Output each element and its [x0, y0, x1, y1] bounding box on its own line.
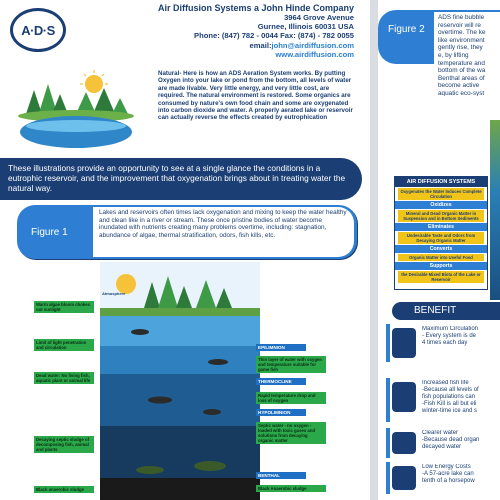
ads-step-body: Organic Matter into Useful Food [398, 254, 484, 261]
company-name: Air Diffusion Systems a John Hinde Company [157, 3, 354, 13]
left-label-light-limit: Limit of light penetration and circulation [34, 339, 94, 351]
figure-2-line: aquatic eco-syst [438, 89, 485, 96]
company-header [158, 3, 354, 59]
ads-step-heading: Supports [395, 262, 487, 270]
ads-step-body: Undesirable Taste and Odors from Decaying Organic Matter [398, 232, 484, 244]
address-line-2: Gurnee, Illinois 60031 USA [257, 22, 354, 32]
benefit-item-energy [386, 462, 500, 494]
figure-2-line: e, by lifting [438, 51, 469, 59]
figure-2-line: ADS fine bubble [438, 14, 485, 21]
email-line [158, 41, 354, 50]
water-drop-icon [392, 432, 416, 454]
benefit-text [422, 380, 500, 415]
atmosphere-label: Atmosphere [102, 291, 126, 296]
illustration-banner: These illustrations provide an opportunity to see at a single glance the conditions in a eutrophic reservoir, and the improvement that oxygenation brings about in treating water the natural way. [0, 158, 362, 200]
brochure-page-2 [378, 0, 500, 500]
benefit-line: -A 57-acre lake can [422, 471, 474, 477]
address-line-1: 3964 Grove Avenue [284, 13, 354, 22]
aerated-lake-illustration [490, 120, 500, 300]
benefit-line: - Every system is de [422, 333, 477, 339]
right-label-benthal: BENTHAL [256, 472, 306, 479]
benefit-title: Increased fish life [422, 380, 469, 386]
figure-2-line: overtime. The ke [438, 29, 486, 37]
eutrophic-lake-diagram [100, 262, 260, 500]
logo-text: A·D·S [21, 22, 55, 38]
benefit-item-clearer-water [386, 428, 500, 458]
natural-description: Natural- Here is how an ADS Aeration System works. By putting Oxygen into your lake or pond from the bottom, all levels of water are made livable. Very little energy, and very little cost, are required. The natural environment is restored. Some organics are consumed by nature's own food chain and some are oxygenated into carbon dioxide and water. A properly aerated lake or reservoir can actually reverse the effects created by eutrophication [158, 70, 353, 122]
benefit-accent-bar [386, 324, 390, 362]
figure-1-label: Figure 1 [31, 227, 68, 238]
benefit-title: Maximum Circulation [422, 326, 479, 332]
benefit-item-circulation [386, 324, 500, 362]
email-label: email: [249, 40, 272, 50]
left-label-dead-water: Dead water: No living fish, aquatic plant or animal life [34, 372, 94, 384]
figure-2-line: become active [438, 82, 480, 90]
benefit-title: Low Energy Costs [422, 464, 471, 470]
fish-icon [392, 382, 416, 412]
figure-2-line: reservoir will re [438, 21, 481, 29]
figure-2-line: temperature and [438, 59, 485, 67]
ads-box-intro: Oxygenates the Water Induces Complete Circulation [398, 188, 484, 200]
figure-2-text [434, 12, 500, 96]
figure-2-line: gently rise, they [438, 44, 483, 52]
right-note-benthal: Black Anaerobic sludge [256, 485, 326, 492]
benefit-heading: BENEFIT [392, 302, 500, 320]
figure-1-text: Lakes and reservoirs often times lack oxygenation and mixing to keep the water healthy and clean like in a river or stream. These once pristine bodies of water become inundated with nutrients creating many problems overtime, including: stagnation, abundance of algae, thermal stratification, odors, fish kills, etc. [93, 207, 354, 257]
ads-step-heading: Oxidizes [395, 201, 487, 209]
natural-lake-illustration [16, 68, 136, 154]
benefit-line: decayed water [422, 444, 462, 450]
benefit-accent-bar [386, 428, 390, 458]
benefit-accent-bar [386, 462, 390, 494]
ads-step-heading: Converts [395, 245, 487, 253]
figure-2-line: like environment [438, 36, 485, 44]
benefit-accent-bar [386, 378, 390, 422]
figure-1-callout [17, 205, 357, 259]
circulation-icon [392, 328, 416, 358]
figure-2-text-wrap [378, 10, 500, 96]
benefit-line: -Because dead organ [422, 437, 480, 443]
left-label-septic-sludge: Decaying septic sludge of decomposing fish, animal and plants [34, 436, 94, 453]
lightning-icon [392, 466, 416, 490]
ads-logo [10, 8, 66, 52]
benefit-line: winter-time ice and s [422, 408, 478, 414]
right-note-hypolimnion: Septic water - no oxygen - loaded with toxic gases and solutions from decaying organic matter [256, 422, 326, 444]
ads-step-body: Mineral and Dead Organic Matter in Suspension and in Bottom Sediments [398, 210, 484, 222]
left-label-anaerobic-sludge: Black anaerobic sludge [34, 486, 94, 493]
ads-step-heading: Eliminates [395, 223, 487, 231]
benefit-item-fish-life [386, 378, 500, 422]
left-label-algae: Warm algae bloom chokes out sunlight [34, 301, 94, 313]
right-label-hypolimnion: HYPOLIMNION [256, 409, 306, 416]
ads-box-title: AIR DIFFUSION SYSTEMS [395, 177, 487, 187]
benefit-line: -Because all levels of [422, 387, 479, 393]
right-label-epilimnion: EPILIMNION [256, 344, 306, 351]
benefit-text [422, 326, 500, 347]
email-link[interactable]: john@airdiffusion.com [271, 40, 354, 50]
right-note-epilimnion: Thin layer of water with oxygen and temperature suitable for game fish [256, 356, 326, 373]
benefit-line: fish populations can [422, 394, 476, 400]
right-note-thermocline: Rapid temperature drop and loss of oxygen [256, 392, 326, 404]
benefit-line: tenth of a horsepow [422, 478, 475, 484]
phone-fax: Phone: (847) 782 - 0044 Fax: (874) - 782 0055 [194, 31, 354, 41]
ads-step-body: the Desirable Mixed Biota of the Lake or Reservoir [398, 271, 484, 283]
figure-2-line: Benthal areas of [438, 74, 485, 82]
benefit-title: Clearer water [422, 430, 459, 436]
figure-2-label: Figure 2 [388, 24, 425, 35]
benefit-line: 4 times each day [422, 340, 468, 346]
website-link[interactable]: www.airdiffusion.com [275, 49, 354, 59]
benefit-line: -Fish Kill is all but eli [422, 401, 477, 407]
benefit-text [422, 464, 500, 485]
benefit-text [422, 430, 500, 451]
right-label-thermocline: THERMOCLINE [256, 378, 306, 385]
ads-process-box [394, 176, 488, 290]
figure-2-line: bottom of the wa [438, 67, 486, 75]
